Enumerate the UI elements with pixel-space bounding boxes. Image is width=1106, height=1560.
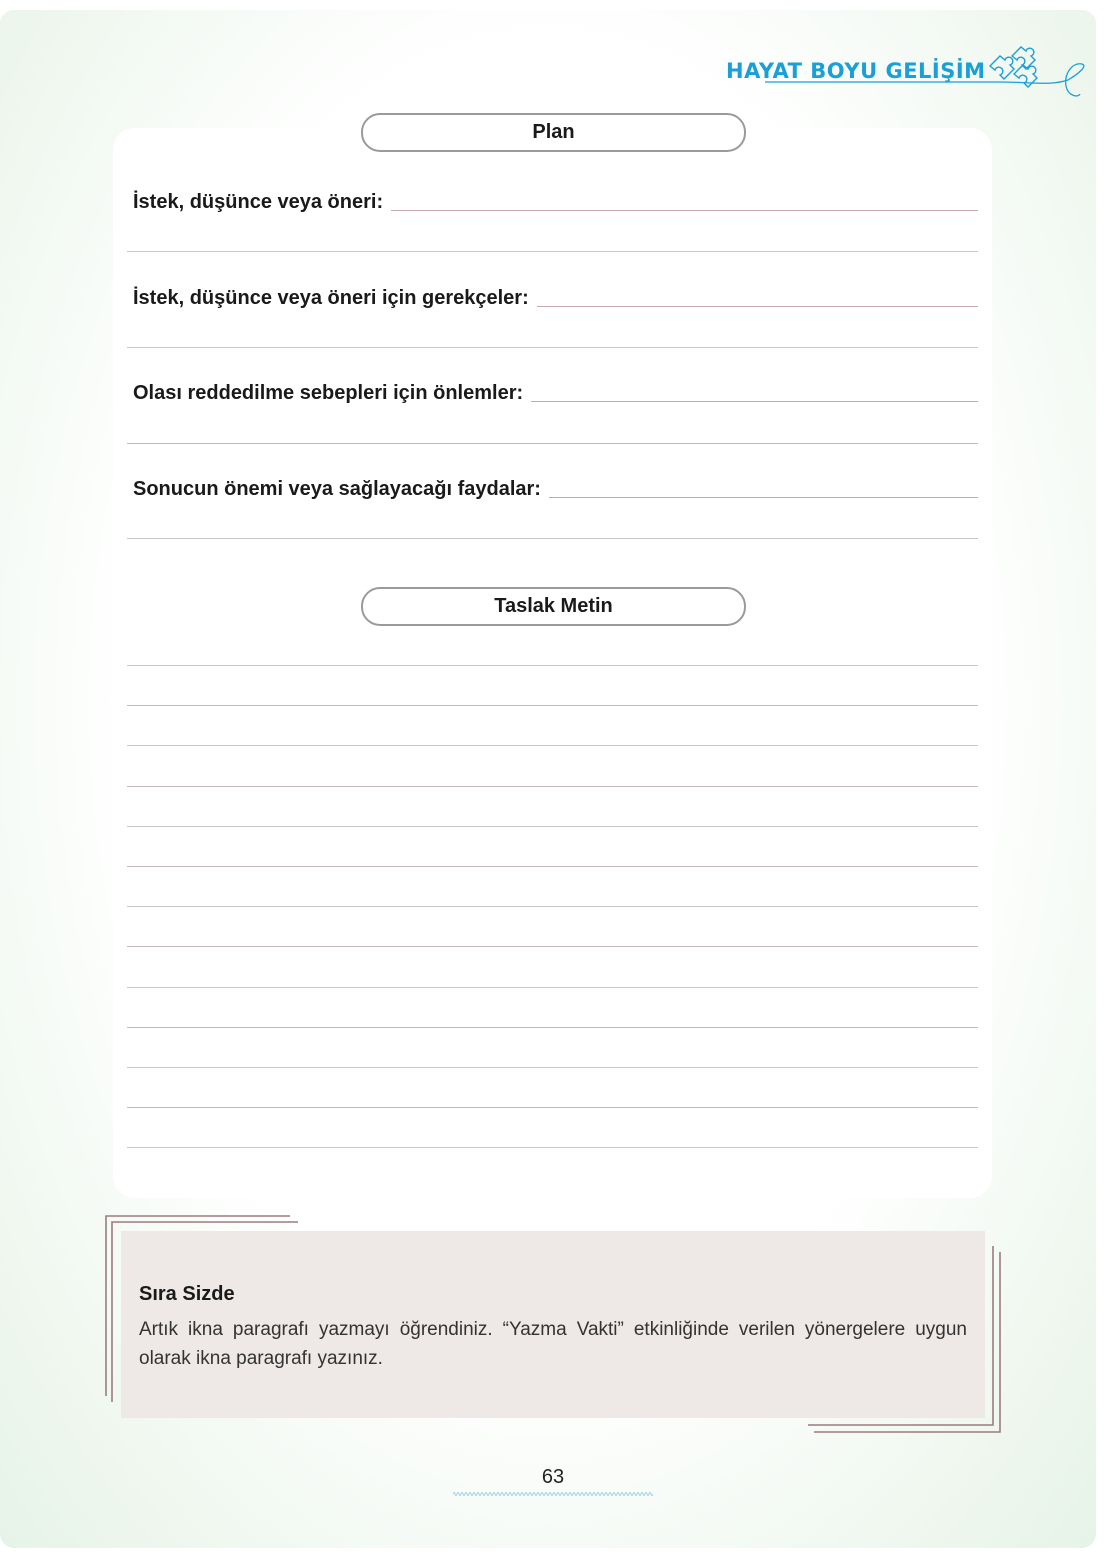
plan-heading: Plan — [361, 113, 746, 152]
field-label: Sonucun önemi veya sağlayacağı faydalar: — [133, 478, 541, 500]
field-label: İstek, düşünce veya öneri için gerekçeler: — [133, 287, 529, 309]
field-label: İstek, düşünce veya öneri: — [133, 191, 384, 213]
page-number-underline — [453, 1490, 653, 1498]
page-number: 63 — [541, 1466, 565, 1488]
sira-sizde-text: Artık ikna paragrafı yazmayı öğrendiniz. “Yazma Vakti” etkinliğinde verilen yönergelere uygun olarak ikna paragrafı yazınız. — [139, 1319, 967, 1369]
sira-sizde-box — [121, 1231, 985, 1418]
sira-sizde-title: Sıra Sizde — [139, 1283, 235, 1305]
field-label: Olası reddedilme sebepleri için önlemler: — [133, 382, 524, 404]
draft-heading: Taslak Metin — [361, 587, 746, 626]
header-title: HAYAT BOYU GELİŞİM — [726, 59, 986, 83]
